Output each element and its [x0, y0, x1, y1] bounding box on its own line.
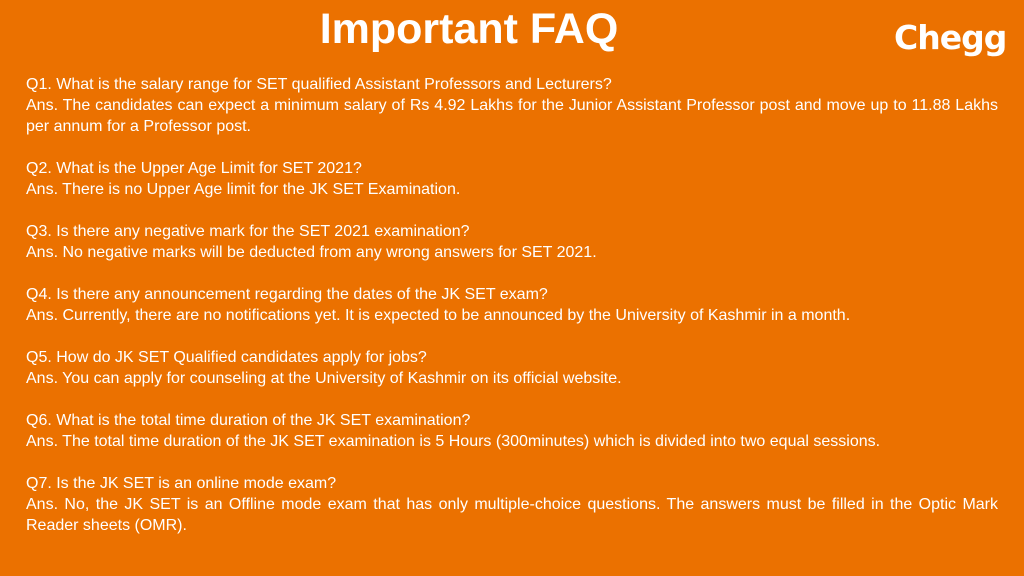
faq-item [26, 221, 998, 263]
page-title: Important FAQ [319, 5, 619, 53]
faq-answer: Ans. No, the JK SET is an Offline mode exam that has only multiple-choice questions. The answers must be filled in the Optic Mark Reader sheets (OMR). [26, 496, 998, 534]
faq-item [26, 473, 998, 536]
faq-question: Q7. Is the JK SET is an online mode exam? [26, 475, 337, 492]
faq-answer: Ans. You can apply for counseling at the University of Kashmir on its official website. [26, 370, 622, 387]
faq-answer: Ans. Currently, there are no notifications yet. It is expected to be announced by the University of Kashmir in a month. [26, 307, 851, 324]
faq-answer: Ans. There is no Upper Age limit for the JK SET Examination. [26, 181, 461, 198]
faq-item [26, 158, 998, 200]
faq-item [26, 74, 998, 137]
faq-list [26, 74, 998, 557]
chegg-logo: Chegg [894, 18, 1007, 57]
faq-answer: Ans. The candidates can expect a minimum salary of Rs 4.92 Lakhs for the Junior Assistant Professor post and move up to 11.88 Lakhs per annum for a Professor post. [26, 97, 998, 135]
faq-item [26, 284, 998, 326]
faq-answer: Ans. No negative marks will be deducted from any wrong answers for SET 2021. [26, 244, 597, 261]
faq-question: Q1. What is the salary range for SET qualified Assistant Professors and Lecturers? [26, 76, 612, 93]
faq-question: Q2. What is the Upper Age Limit for SET 2021? [26, 160, 362, 177]
faq-question: Q6. What is the total time duration of the JK SET examination? [26, 412, 471, 429]
faq-question: Q3. Is there any negative mark for the SET 2021 examination? [26, 223, 470, 240]
faq-question: Q4. Is there any announcement regarding the dates of the JK SET exam? [26, 286, 548, 303]
faq-answer: Ans. The total time duration of the JK SET examination is 5 Hours (300minutes) which is divided into two equal sessions. [26, 433, 881, 450]
faq-question: Q5. How do JK SET Qualified candidates apply for jobs? [26, 349, 427, 366]
faq-item [26, 347, 998, 389]
faq-item [26, 410, 998, 452]
